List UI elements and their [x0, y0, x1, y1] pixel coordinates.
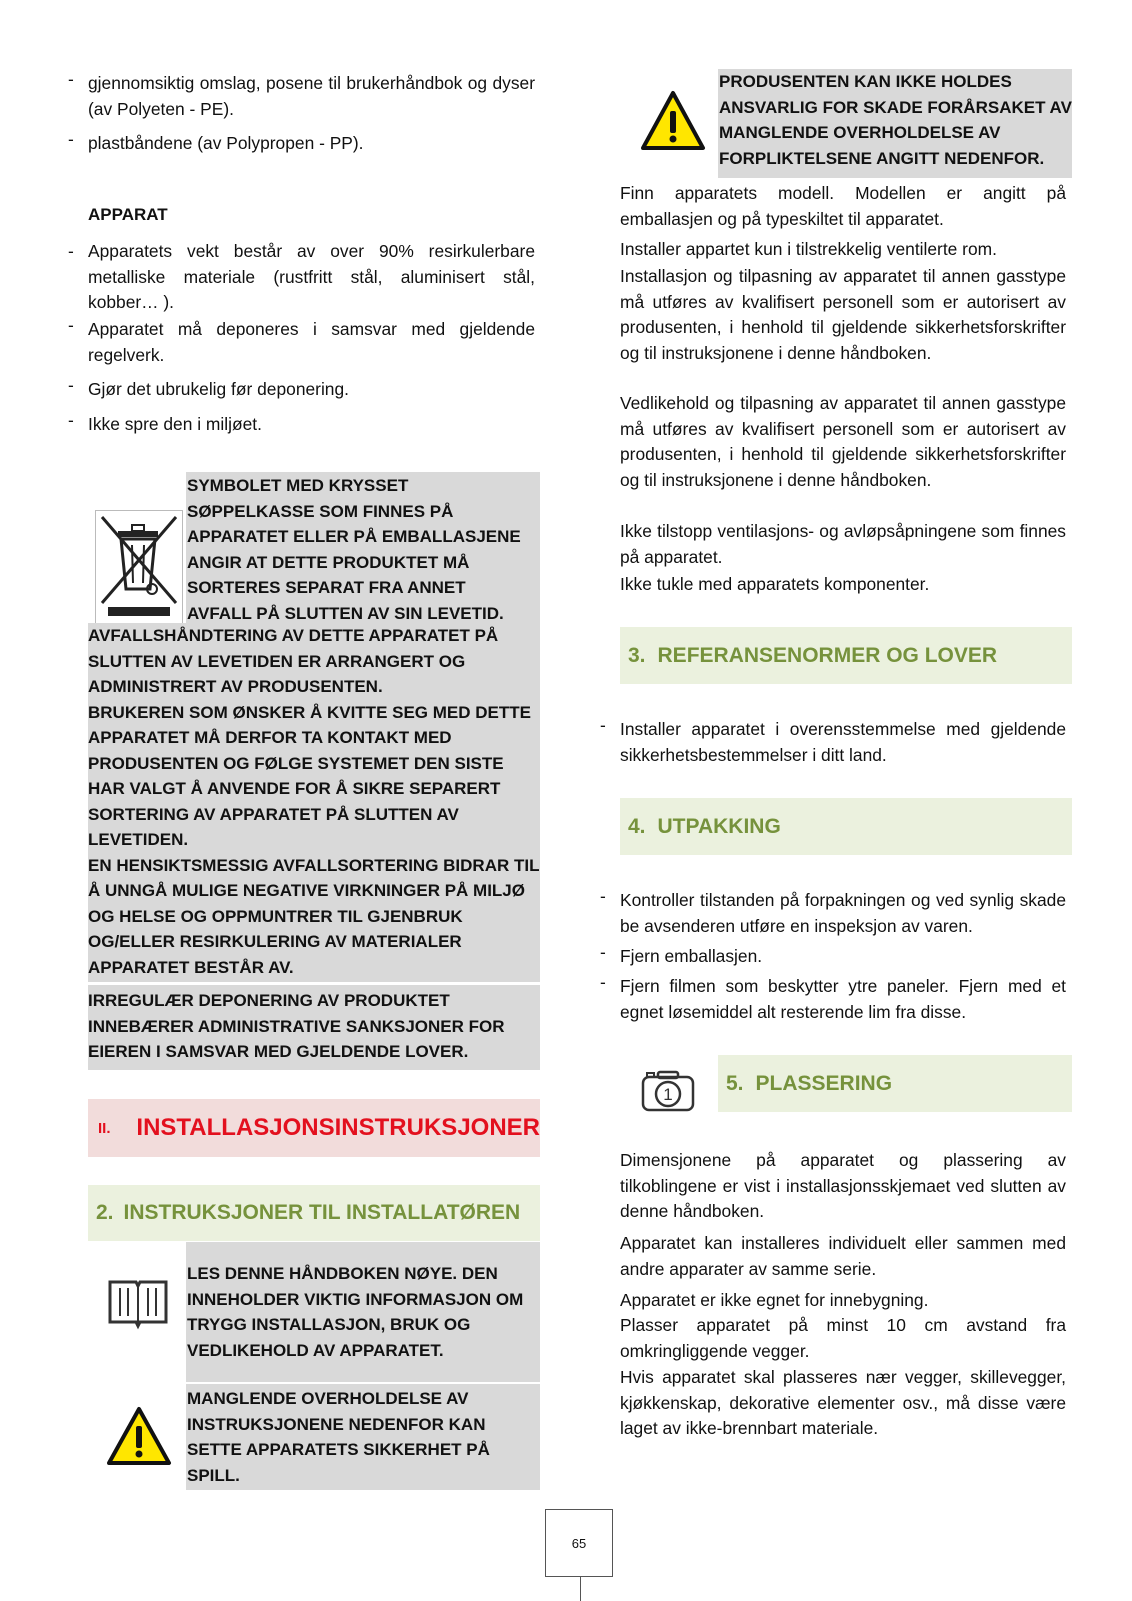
paragraph-walls: Hvis apparatet skal plasseres nær vegger, skillevegger, kjøkkenskap, dekorative elementer osv., må disse være laget av ikke-brennbart materiale.: [620, 1367, 1066, 1438]
apparat-bullet-3: - Gjør det ubrukelig før deponering.: [68, 375, 349, 399]
apparat-bullet-4: - Ikke spre den i miljøet.: [68, 410, 262, 434]
read-manual-notice: LES DENNE HÅNDBOKEN NØYE. DEN INNEHOLDER VIKTIG INFORMASJON OM TRYGG INSTALLASJON, BRUK OG VEDLIKEHOLD AV APPARATET.: [186, 1242, 540, 1382]
weee-management-notice: AVFALLSHÅNDTERING AV DETTE APPARATET PÅ SLUTTEN AV LEVETIDEN ER ARRANGERT OG ADMINISTRERT AV PRODUSENTEN. BRUKEREN SOM ØNSKER Å KVITTE SEG MED DETTE APPARATET MÅ DERFOR TA KONTAKT MED PRODUSENTEN OG FØLGE SYSTEMET DEN SISTE HAR VALGT Å ANVENDE FOR Å SIKRE SEPARERT SORTERING AV APPARATET PÅ SLUTTEN AV LEVETIDEN. EN HENSIKTSMESSIG AVFALLSORTERING BIDRAR TIL Å UNNGÅ MULIGE NEGATIVE VIRKNINGER PÅ MILJØ OG HELSE OG OPPMUNTRER TIL GJENBRUK OG/ELLER RESIRKULERING AV MATERIALER APPARATET BESTÅR AV.: [88, 623, 540, 982]
section-4-bullet-2: - Fjern emballasjen.: [600, 942, 763, 966]
paragraph-ventilation: Installer appartet kun i tilstrekkelig ventilerte rom.: [620, 239, 997, 259]
section-3-header: [620, 627, 1072, 684]
camera-1-icon: [640, 1069, 696, 1113]
packaging-bullet-1: - gjennomsiktig omslag, posene til brukerhåndbok og dyser (av Polyeten - PE).: [68, 69, 535, 119]
paragraph-built-in: Apparatet er ikke egnet for innebygning.: [620, 1290, 929, 1310]
weee-sanction-notice: IRREGULÆR DEPONERING AV PRODUKTET INNEBÆRER ADMINISTRATIVE SANKSJONER FOR EIEREN I SAMSVAR MED GJELDENDE LOVER.: [88, 985, 540, 1070]
page-number: 65: [545, 1509, 613, 1577]
section-II-header: [88, 1099, 540, 1157]
section-3-number: 3.: [628, 643, 646, 667]
paragraph-dimensions: Dimensjonene på apparatet og plassering av tilkoblingene er vist i installasjonsskjemaet ved slutten av denne håndboken.: [620, 1150, 1066, 1221]
warning-triangle-icon: [106, 1406, 172, 1466]
apparat-bullet-2: - Apparatet må deponeres i samsvar med gjeldende regelverk.: [68, 315, 535, 365]
section-4-number: 4.: [628, 814, 646, 838]
section-4-bullet-3: - Fjern filmen som beskytter ytre paneler. Fjern med et egnet løsemiddel alt resterende lim fra disse.: [600, 972, 1066, 1022]
weee-crossed-bin-icon: [95, 510, 183, 628]
warning-notice: MANGLENDE OVERHOLDELSE AV INSTRUKSJONENE NEDENFOR KAN SETTE APPARATETS SIKKERHET PÅ SPILL.: [186, 1384, 540, 1490]
paragraph-model: Finn apparatets modell. Modellen er angitt på emballasjen og på typeskiltet til apparatet.: [620, 183, 1066, 229]
paragraph-installation: Installasjon og tilpasning av apparatet til annen gasstype må utføres av kvalifisert personell som er autorisert av produsenten, i henhold til gjeldende sikkerhetsforskrifter og til instruksjonene i denne håndboken.: [620, 266, 1066, 363]
section-4-title: UTPAKKING: [657, 814, 781, 838]
weee-symbol-notice: SYMBOLET MED KRYSSET SØPPELKASSE SOM FINNES PÅ APPARATET ELLER PÅ EMBALLASJENE ANGIR AT DETTE PRODUKTET MÅ SORTERES SEPARAT FRA ANNET AVFALL PÅ SLUTTEN AV SIN LEVETID.: [186, 472, 540, 623]
page-number-divider: [580, 1576, 581, 1601]
apparat-heading: APPARAT: [88, 205, 168, 224]
paragraph-maintenance: Vedlikehold og tilpasning av apparatet til annen gasstype må utføres av kvalifisert personell som er autorisert av produsenten, i henhold til gjeldende sikkerhetsforskrifter og til instruksjonene i denne håndboken.: [620, 393, 1066, 490]
section-5-header: [718, 1055, 1072, 1112]
section-II-title: INSTALLASJONSINSTRUKSJONER: [136, 1114, 540, 1141]
section-2-number: 2.: [96, 1201, 114, 1224]
packaging-bullet-2: - plastbåndene (av Polypropen - PP).: [68, 129, 364, 153]
paragraph-distance: Plasser apparatet på minst 10 cm avstand fra omkringliggende vegger.: [620, 1315, 1066, 1361]
liability-notice: PRODUSENTEN KAN IKKE HOLDES ANSVARLIG FOR SKADE FORÅRSAKET AV MANGLENDE OVERHOLDELSE AV FORPLIKTELSENE ANGITT NEDENFOR.: [718, 69, 1072, 178]
section-4-header: [620, 798, 1072, 855]
paragraph-openings: Ikke tilstopp ventilasjons- og avløpsåpningene som finnes på apparatet.: [620, 521, 1066, 567]
manual-book-icon: [106, 1276, 170, 1332]
paragraph-tamper: Ikke tukle med apparatets komponenter.: [620, 574, 930, 594]
section-2-header: [88, 1185, 540, 1241]
section-3-bullet-1: - Installer apparatet i overensstemmelse med gjeldende sikkerhetsbestemmelser i ditt land.: [600, 715, 1066, 765]
warning-triangle-icon: [640, 90, 706, 152]
section-5-title: PLASSERING: [755, 1071, 893, 1095]
paragraph-series: Apparatet kan installeres individuelt eller sammen med andre apparater av samme serie.: [620, 1233, 1066, 1279]
section-2-title: INSTRUKSJONER TIL INSTALLATØREN: [123, 1201, 521, 1224]
apparat-bullet-1: - Apparatets vekt består av over 90% resirkulerbare metalliske materiale (rustfritt stål, aluminisert stål, kobber… ).: [68, 241, 535, 312]
section-3-title: REFERANSENORMER OG LOVER: [657, 643, 998, 667]
section-4-bullet-1: - Kontroller tilstanden på forpakningen og ved synlig skade be avsenderen utføre en inspeksjon av varen.: [600, 886, 1066, 936]
section-5-number: 5.: [726, 1071, 744, 1095]
section-II-number: II.: [98, 1119, 111, 1137]
svg-text:1: 1: [663, 1085, 673, 1104]
